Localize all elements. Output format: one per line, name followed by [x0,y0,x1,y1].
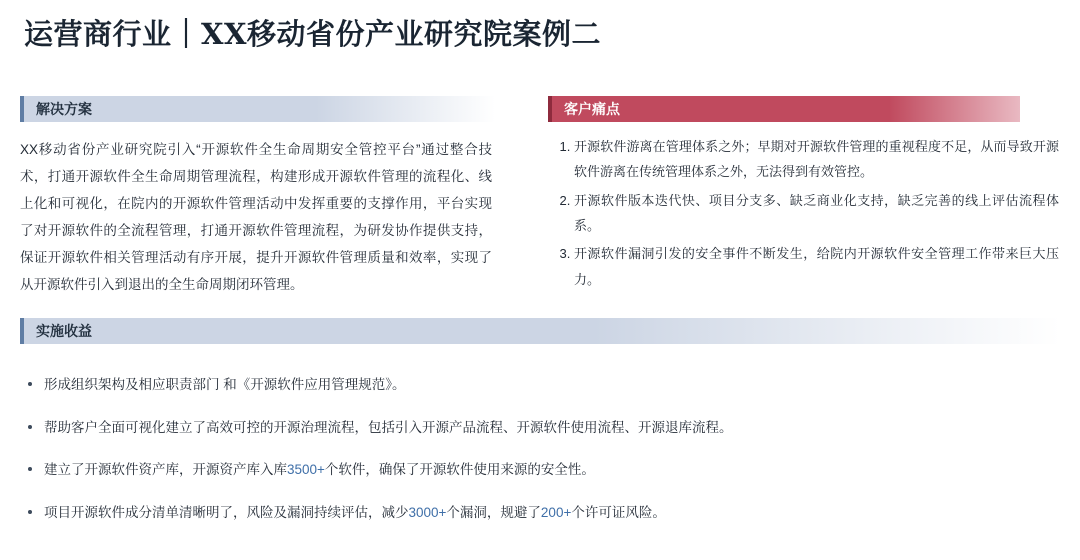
list-item: 3. 开源软件漏洞引发的安全事件不断发生，给院内开源软件安全管理工作带来巨大压力。 [574,241,1059,292]
section-header-solution-label: 解决方案 [36,102,92,118]
list-item: 项目开源软件成分清单清晰明了，风险及漏洞持续评估，减少3000+个漏洞，规避了200+个许可证风险。 [26,502,1046,524]
list-item: 形成组织架构及相应职责部门 和《开源软件应用管理规范》。 [26,374,1046,396]
section-header-benefits-label: 实施收益 [36,324,92,340]
page-title: 运营商行业｜XX移动省份产业研究院案例二 [24,17,602,51]
section-header-pain-points-label: 客户痛点 [564,102,620,118]
highlighted-number: 200+ [540,504,572,520]
section-header-pain-points [548,96,1020,122]
section-header-solution [20,96,495,122]
list-item: 建立了开源软件资产库，开源资产库入库3500+个软件，确保了开源软件使用来源的安全性。 [26,459,1046,481]
section-header-benefits [20,318,1060,344]
pain-points-list [548,134,1059,295]
benefits-list [26,374,1046,544]
list-item: 2. 开源软件版本迭代快、项目分支多、缺乏商业化支持，缺乏完善的线上评估流程体系。 [574,188,1059,239]
highlighted-number: 3500+ [287,462,325,478]
highlighted-number: 3000+ [408,504,447,520]
solution-paragraph: XX移动省份产业研究院引入“开源软件全生命周期安全管控平台”通过整合技术，打通开源软件全生命周期管理流程，构建形成开源软件管理的流程化、线上化和可视化，在院内的开源软件管理活动中发挥重要的支撑作用，平台实现了对开源软件的全流程管理，打通开源软件管理流程，为研发协作提供支持，保证开源软件相关管理活动有序开展，提升开源软件管理质量和效率，实现了从开源软件引入到退出的全生命周期闭环管理。 [20,142,492,292]
list-item: 1. 开源软件游离在管理体系之外；早期对开源软件管理的重视程度不足，从而导致开源软件游离在传统管理体系之外，无法得到有效管控。 [574,134,1059,185]
list-item: 帮助客户全面可视化建立了高效可控的开源治理流程，包括引入开源产品流程、开源软件使用流程、开源退库流程。 [26,417,1046,439]
